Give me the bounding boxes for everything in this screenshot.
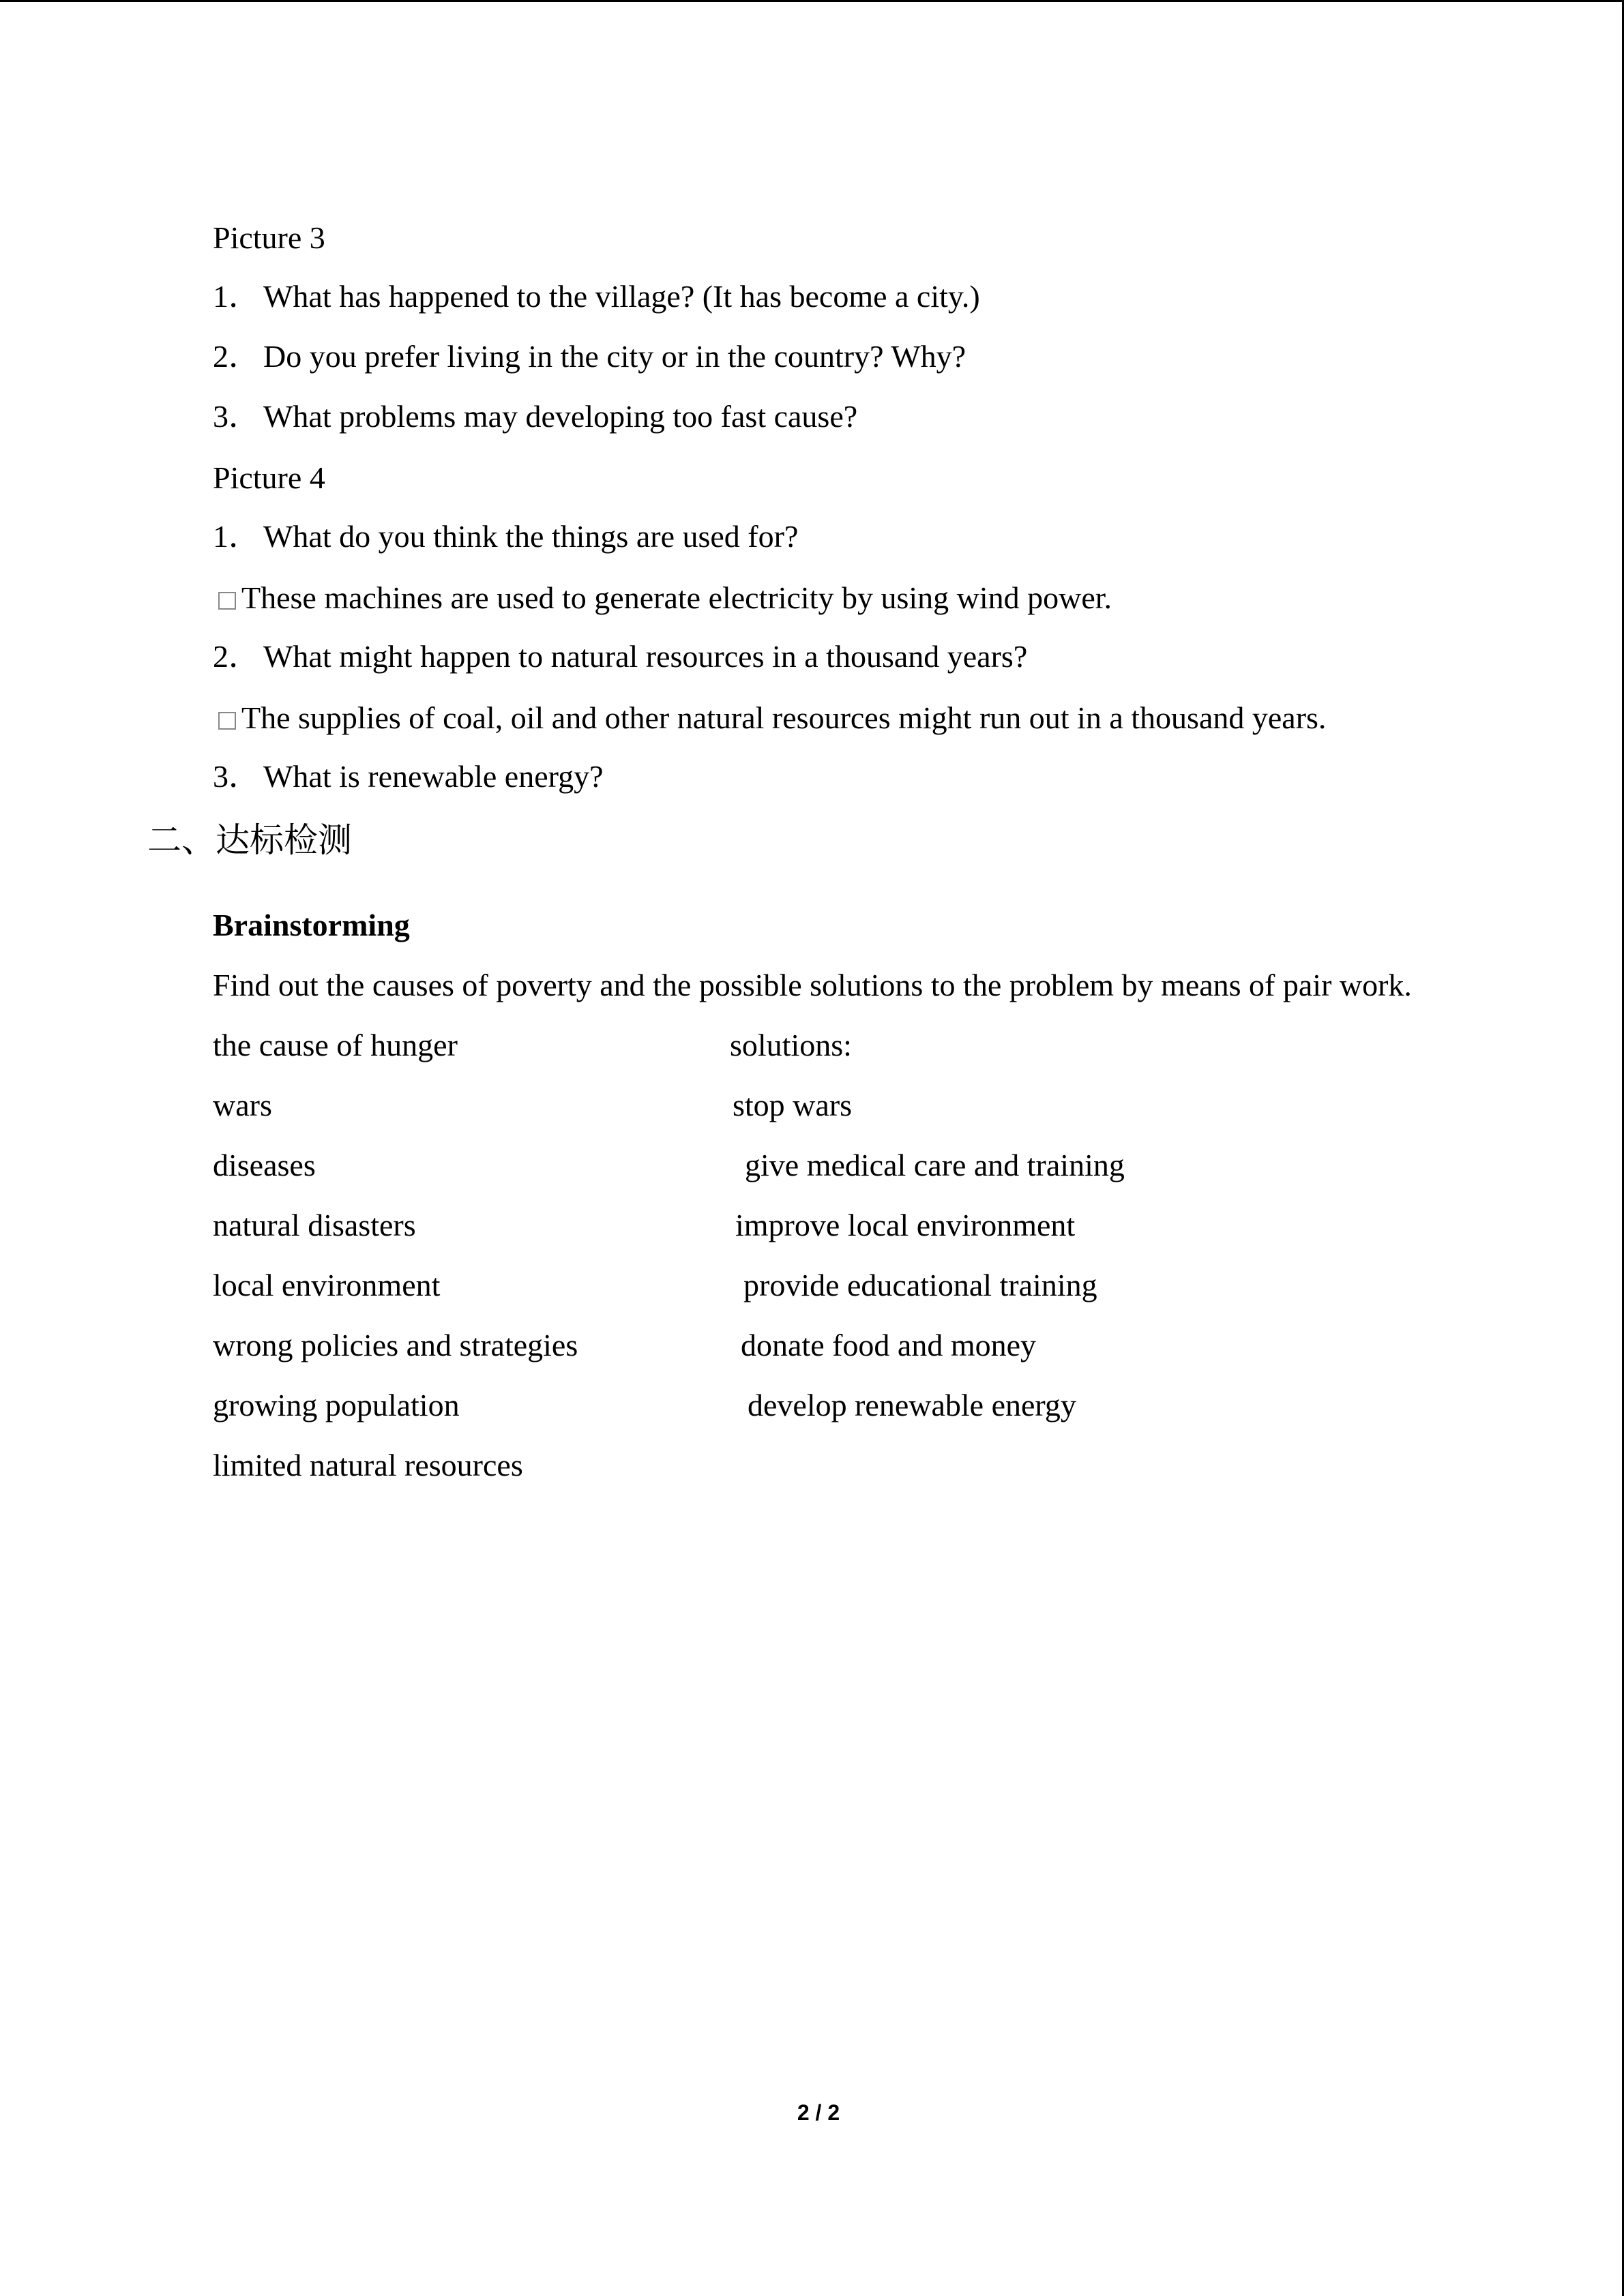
picture4-title: Picture 4 (213, 460, 325, 495)
solution-item: develop renewable energy (748, 1388, 1076, 1422)
causes-header: the cause of hunger (213, 1028, 458, 1062)
question-number: 2． (213, 339, 260, 374)
question-number: 1． (213, 279, 260, 314)
question-text: What do you think the things are used for? (263, 519, 799, 554)
brainstorming-subheading: Brainstorming (213, 908, 410, 942)
page-border-top (0, 0, 1624, 2)
picture3-title: Picture 3 (213, 220, 325, 255)
picture3-question-1 (213, 277, 980, 316)
question-text: Do you prefer living in the city or in the country? Why? (263, 339, 966, 374)
solution-item: stop wars (733, 1088, 853, 1122)
cause-item: wrong policies and strategies (213, 1328, 578, 1362)
answer-text: These machines are used to generate electricity by using wind power. (241, 580, 1112, 615)
cause-item: limited natural resources (213, 1448, 523, 1482)
section-heading: 二、达标检测 (147, 820, 352, 860)
cause-item: natural disasters (213, 1208, 416, 1242)
picture3-question-3 (213, 397, 857, 436)
picture4-question-2 (213, 637, 1027, 676)
question-number: 3． (213, 759, 260, 794)
question-number: 2． (213, 639, 260, 674)
picture4-question-3 (213, 757, 604, 796)
instruction-text: Find out the causes of poverty and the possible solutions to the problem by means of pair work. (213, 968, 1412, 1002)
question-text: What problems may developing too fast cause? (263, 399, 858, 434)
page-number: 2 / 2 (797, 2100, 840, 2125)
picture4-answer-2 (213, 698, 1326, 738)
answer-text: The supplies of coal, oil and other natural resources might run out in a thousand years. (241, 700, 1327, 735)
question-text: What is renewable energy? (263, 759, 604, 794)
question-text: What might happen to natural resources in a thousand years? (263, 639, 1028, 674)
cause-item: wars (213, 1088, 272, 1122)
picture4-answer-1 (213, 578, 1112, 618)
solution-item: donate food and money (741, 1328, 1037, 1362)
picture4-question-1 (213, 517, 798, 556)
picture3-question-2 (213, 337, 966, 376)
cause-item: growing population (213, 1388, 460, 1422)
solution-item: improve local environment (735, 1208, 1076, 1242)
checkbox-glyph-icon (218, 712, 236, 730)
cause-item: local environment (213, 1268, 441, 1302)
question-number: 1． (213, 519, 260, 554)
solution-item: provide educational training (743, 1268, 1097, 1302)
question-text: What has happened to the village? (It has become a city.) (263, 279, 980, 314)
solutions-header: solutions: (730, 1028, 852, 1062)
question-number: 3． (213, 399, 260, 434)
solution-item: give medical care and training (745, 1148, 1125, 1182)
checkbox-glyph-icon (218, 592, 236, 610)
cause-item: diseases (213, 1148, 316, 1182)
